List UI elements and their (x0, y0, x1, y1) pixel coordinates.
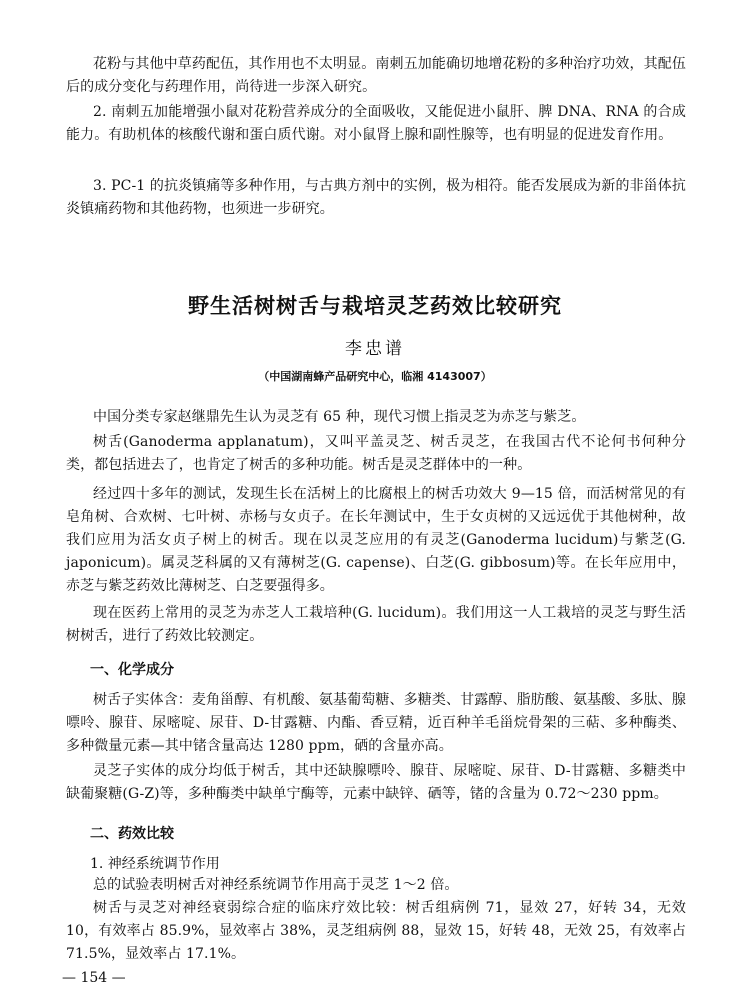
section-heading-chemistry: 一、化学成分 (90, 662, 174, 678)
section-heading-efficacy: 二、药效比较 (90, 826, 174, 842)
intro-paragraph-3: 3. PC-1 的抗炎镇痛等多种作用，与古典方剂中的实例，极为相符。能否发展成为新的非甾体抗炎镇痛药物和其他药物，也须进一步研究。 (66, 178, 686, 217)
article-paragraph-1: 中国分类专家赵继鼎先生认为灵芝有 65 种，现代习惯上指灵芝为赤芝与紫芝。 (93, 409, 586, 425)
subsection-heading-nervous-system: 1. 神经系统调节作用 (90, 856, 220, 872)
article-paragraph-4: 现在医药上常用的灵芝为赤芝人工栽培种(G. lucidum)。我们用这一人工栽培的灵芝与野生活树树舌，进行了药效比较测定。 (66, 605, 686, 644)
page-number: — 154 — (62, 970, 126, 986)
intro-paragraph-2: 2. 南刺五加能增强小鼠对花粉营养成分的全面吸收，又能促进小鼠肝、脾 DNA、RNA 的合成能力。有助机体的核酸代谢和蛋白质代谢。对小鼠肾上腺和副性腺等，也有明显的促进发育作用。 (66, 104, 686, 143)
intro-paragraph-1: 花粉与其他中草药配伍，其作用也不太明显。南刺五加能确切地增花粉的多种治疗功效，其配伍后的成分变化与药理作用，尚待进一步深入研究。 (66, 56, 686, 95)
chemistry-paragraph-1: 树舌子实体含：麦角甾醇、有机酸、氨基葡萄糖、多糖类、甘露醇、脂肪酸、氨基酸、多肽、腺嘌呤、腺苷、尿嘧啶、尿苷、D-甘露糖、内酯、香豆精，近百种羊毛甾烷骨架的三萜、多种酶类、多种微量元素—其中锗含量高达 1280 ppm，硒的含量亦高。 (66, 692, 686, 754)
efficacy-paragraph-2: 树舌与灵芝对神经衰弱综合症的临床疗效比较：树舌组病例 71，显效 27，好转 34，无效 10，有效率占 85.9%，显效率占 38%，灵芝组病例 88，显效 15，好转 48，无效 25，有效率占 71.5%，显效率占 17.1%。 (66, 900, 686, 962)
efficacy-paragraph-1: 总的试验表明树舌对神经系统调节作用高于灵芝 1～2 倍。 (93, 877, 459, 893)
article-title: 野生活树树舌与栽培灵芝药效比较研究 (188, 294, 562, 318)
article-paragraph-3: 经过四十多年的测试，发现生长在活树上的比腐根上的树舌功效大 9—15 倍，而活树常见的有皂角树、合欢树、七叶树、赤杨与女贞子。在长年测试中，生于女贞树的又远远优于其他树种，故我们应用为活女贞子树上的树舌。现在以灵芝应用的有灵芝(Ganoderma lucidum)与紫芝(G. japonicum)。属灵芝科属的又有薄树芝(G. capense)、白芝(G. gibbosum)等。在长年应用中，赤芝与紫芝药效比薄树芝、白芝要强得多。 (66, 486, 686, 594)
article-paragraph-2: 树舌(Ganoderma applanatum)，又叫平盖灵芝、树舌灵芝，在我国古代不论何书何种分类，都包括进去了，也肯定了树舌的多种功能。树舌是灵芝群体中的一种。 (66, 434, 686, 473)
chemistry-paragraph-2: 灵芝子实体的成分均低于树舌，其中还缺腺嘌呤、腺苷、尿嘧啶、尿苷、D-甘露糖、多糖类中缺葡聚糖(G-Z)等，多种酶类中缺单宁酶等，元素中缺锌、硒等，锗的含量为 0.72～230 ppm。 (66, 763, 686, 802)
article-author: 李忠谱 (345, 339, 405, 359)
article-affiliation: （中国湖南蜂产品研究中心，临湘 4143007） (258, 370, 492, 383)
